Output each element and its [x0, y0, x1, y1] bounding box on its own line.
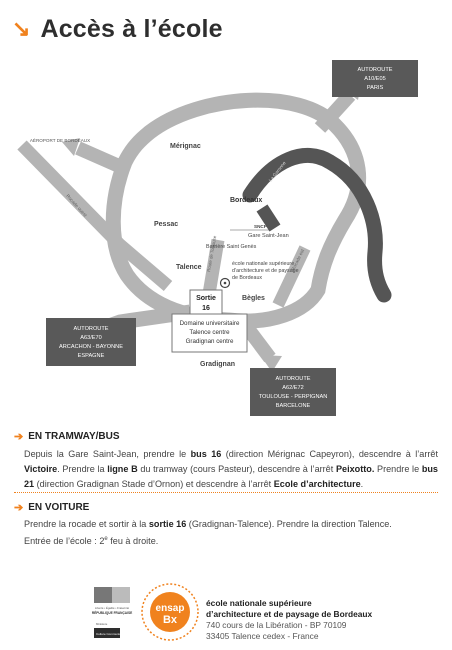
svg-text:PARIS: PARIS	[366, 85, 384, 91]
divider	[14, 492, 438, 493]
svg-text:Bx: Bx	[162, 614, 178, 626]
svg-text:AUTOROUTE: AUTOROUTE	[275, 376, 311, 382]
place-gradignan: Gradignan	[200, 361, 236, 368]
svg-text:A63/E70: A63/E70	[80, 335, 102, 341]
svg-text:AUTOROUTE: AUTOROUTE	[357, 67, 393, 73]
place-merignac: Mérignac	[170, 143, 201, 150]
rocade-left-label: Rocade ouest	[65, 193, 88, 218]
road-rocade-ouest	[22, 145, 168, 286]
barriere-label: Barrière Saint Genès	[206, 244, 257, 250]
arrow-right-icon: ➔	[14, 502, 24, 514]
svg-text:ESPAGNE: ESPAGNE	[77, 353, 105, 359]
tram-paragraph: Depuis la Gare Saint-Jean, prendre le bus 16 (direction Mérignac Capeyron), descendre à l’arrêt Victoire. Prendre la ligne B du tramway (cours Pasteur), descendre à l’arrêt Peixotto. Prendre le bus 21 (direction Gradignan Stade d’Ornon) et descendre à l’arrêt Ecole d’architecture.	[24, 449, 438, 489]
place-bordeaux: Bordeaux	[230, 197, 263, 204]
sncf-label: SNCF	[254, 224, 267, 229]
page-header	[12, 14, 223, 44]
sortie-16-box	[190, 290, 222, 314]
box-a10-paris	[332, 60, 418, 97]
ensap-bx-logo	[140, 582, 200, 642]
rocade-right-label: Rocade est	[290, 248, 306, 272]
arrow-right-icon: ➔	[14, 431, 24, 443]
svg-text:de Bordeaux: de Bordeaux	[232, 275, 263, 281]
place-talence: Talence	[176, 264, 202, 271]
car-heading: ➔ EN VOITURE	[14, 502, 90, 514]
svg-text:Gradignan centre: Gradignan centre	[185, 338, 234, 345]
place-pessac: Pessac	[154, 221, 179, 228]
svg-text:ARCACHON - BAYONNE: ARCACHON - BAYONNE	[59, 344, 123, 350]
gare-label: Gare Saint-Jean	[248, 233, 289, 239]
svg-text:école nationale supérieure: école nationale supérieure	[232, 261, 295, 267]
svg-text:Domaine universitaire: Domaine universitaire	[179, 320, 240, 327]
svg-text:ensap: ensap	[155, 603, 185, 614]
rocade-ring	[113, 100, 358, 321]
svg-text:Sortie: Sortie	[196, 295, 216, 302]
svg-text:d’architecture et de paysage: d’architecture et de paysage	[232, 268, 299, 274]
place-begles: Bègles	[242, 295, 265, 302]
arrow-icon: ↘	[12, 16, 31, 41]
access-map	[0, 50, 452, 420]
car-paragraph: Prendre la rocade et sortir à la sortie 16 (Gradignan-Talence). Prendre la direction Talence. Entrée de l’école : 2e feu à droite.	[24, 519, 392, 547]
route-toulouse-label: Route de Toulouse	[206, 235, 218, 273]
svg-text:Talence centre: Talence centre	[189, 329, 230, 336]
svg-text:A10/E05: A10/E05	[364, 76, 386, 82]
svg-text:16: 16	[202, 305, 210, 312]
footer-address: école nationale supérieure d’architecture et de paysage de Bordeaux 740 cours de la Libération - BP 70109 33405 Talence cedex - France	[206, 598, 373, 641]
box-a62-toulouse	[250, 368, 336, 416]
tram-heading: ➔ EN TRAMWAY/BUS	[14, 431, 120, 443]
airport-label: AÉROPORT DE BORDEAUX	[29, 138, 91, 143]
svg-text:Culture Communication: Culture Communication	[96, 632, 128, 636]
svg-text:Ministère: Ministère	[96, 622, 108, 626]
river-label: La Garonne	[267, 160, 287, 183]
svg-text:BARCELONE: BARCELONE	[275, 403, 311, 409]
page-title: Accès à l’école	[40, 14, 223, 43]
svg-text:A62/E72: A62/E72	[282, 385, 304, 391]
campus-box	[172, 314, 247, 352]
republique-francaise-logo	[92, 585, 134, 643]
box-a63-arcachon	[46, 318, 136, 366]
svg-text:Liberté • Égalité • Fraternité: Liberté • Égalité • Fraternité	[94, 606, 130, 610]
svg-text:AUTOROUTE: AUTOROUTE	[73, 326, 109, 332]
svg-text:RÉPUBLIQUE FRANÇAISE: RÉPUBLIQUE FRANÇAISE	[92, 611, 133, 615]
svg-text:TOULOUSE - PERPIGNAN: TOULOUSE - PERPIGNAN	[258, 394, 328, 400]
